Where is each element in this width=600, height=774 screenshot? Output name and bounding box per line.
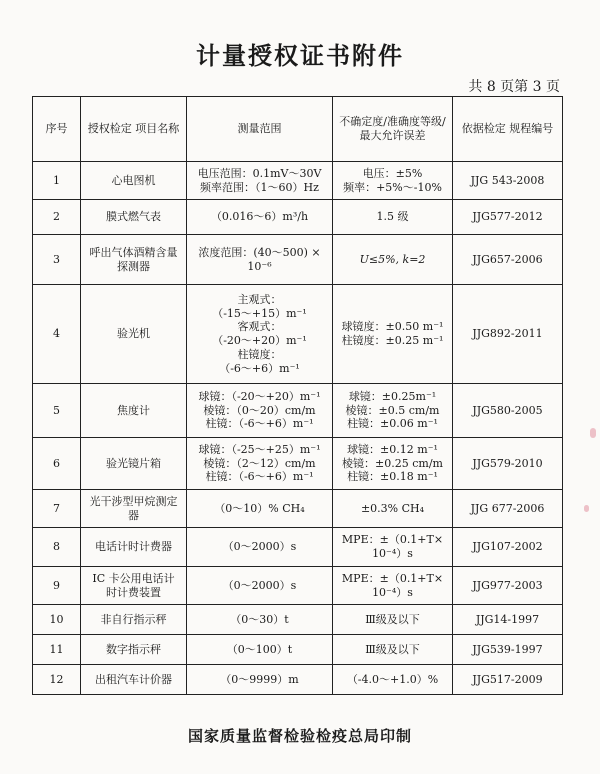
cell-accuracy: ±0.3% CH₄ xyxy=(333,490,453,528)
cell-accuracy: 球镜：±0.12 m⁻¹ 棱镜：±0.25 cm/m 柱镜：±0.18 m⁻¹ xyxy=(333,438,453,490)
cell-item-name: 验光镜片箱 xyxy=(81,438,187,490)
cell-serial: 7 xyxy=(33,490,81,528)
cell-serial: 12 xyxy=(33,665,81,695)
cell-range: （0.016～6）m³/h xyxy=(187,200,333,235)
cell-range: （0～30）t xyxy=(187,605,333,635)
cell-accuracy: 球镜：±0.25m⁻¹ 棱镜：±0.5 cm/m 柱镜：±0.06 m⁻¹ xyxy=(333,384,453,438)
table-row xyxy=(33,605,563,635)
cell-range: 浓度范围：(40～500) × 10⁻⁶ xyxy=(187,235,333,285)
cell-accuracy: MPE：±（0.1+T× 10⁻⁴）s xyxy=(333,567,453,605)
cell-range: （0～9999）m xyxy=(187,665,333,695)
table-row xyxy=(33,285,563,384)
table-header-row xyxy=(33,97,563,162)
cell-code: JJG892-2011 xyxy=(453,285,563,384)
header-range: 测量范围 xyxy=(187,97,333,162)
cell-code: JJG579-2010 xyxy=(453,438,563,490)
cell-range: （0～10）% CH₄ xyxy=(187,490,333,528)
authorization-table xyxy=(32,96,563,695)
table-row xyxy=(33,200,563,235)
page-number: 共 8 页第 3 页 xyxy=(468,79,560,95)
cell-item-name: 焦度计 xyxy=(81,384,187,438)
cell-serial: 11 xyxy=(33,635,81,665)
cell-item-name: IC 卡公用电话计 时计费装置 xyxy=(81,567,187,605)
cell-item-name: 非自行指示秤 xyxy=(81,605,187,635)
paper-stain-mark xyxy=(584,505,589,512)
cell-range: 主观式： （-15～+15）m⁻¹ 客观式： （-20～+20）m⁻¹ 柱镜度： （-6～+6）m⁻¹ xyxy=(187,285,333,384)
table-row xyxy=(33,162,563,200)
cell-accuracy: （-4.0～+1.0）% xyxy=(333,665,453,695)
cell-serial: 5 xyxy=(33,384,81,438)
table-row xyxy=(33,384,563,438)
document-title: 计量授权证书附件 xyxy=(196,41,404,70)
cell-accuracy: MPE：±（0.1+T× 10⁻⁴）s xyxy=(333,528,453,567)
table-row xyxy=(33,665,563,695)
cell-accuracy: 球镜度：±0.50 m⁻¹ 柱镜度：±0.25 m⁻¹ xyxy=(333,285,453,384)
table-row xyxy=(33,490,563,528)
cell-item-name: 膜式燃气表 xyxy=(81,200,187,235)
cell-code: JJG 677-2006 xyxy=(453,490,563,528)
cell-item-name: 呼出气体酒精含量 探测器 xyxy=(81,235,187,285)
cell-serial: 6 xyxy=(33,438,81,490)
cell-range: （0～2000）s xyxy=(187,528,333,567)
header-item-name: 授权检定 项目名称 xyxy=(81,97,187,162)
cell-serial: 1 xyxy=(33,162,81,200)
cell-serial: 8 xyxy=(33,528,81,567)
cell-range: （0～100）t xyxy=(187,635,333,665)
cell-code: JJG 543-2008 xyxy=(453,162,563,200)
cell-range: 球镜：（-25～+25）m⁻¹ 棱镜：（2～12）cm/m 柱镜：（-6～+6）m⁻¹ xyxy=(187,438,333,490)
cell-code: JJG517-2009 xyxy=(453,665,563,695)
cell-code: JJG657-2006 xyxy=(453,235,563,285)
cell-serial: 10 xyxy=(33,605,81,635)
cell-item-name: 心电图机 xyxy=(81,162,187,200)
cell-accuracy: Ⅲ级及以下 xyxy=(333,635,453,665)
cell-code: JJG577-2012 xyxy=(453,200,563,235)
cell-code: JJG107-2002 xyxy=(453,528,563,567)
table-row xyxy=(33,438,563,490)
table-row xyxy=(33,635,563,665)
table-row xyxy=(33,567,563,605)
cell-item-name: 验光机 xyxy=(81,285,187,384)
cell-code: JJG539-1997 xyxy=(453,635,563,665)
cell-range: （0～2000）s xyxy=(187,567,333,605)
cell-code: JJG580-2005 xyxy=(453,384,563,438)
table-row xyxy=(33,528,563,567)
cell-serial: 9 xyxy=(33,567,81,605)
cell-range: 球镜：（-20～+20）m⁻¹ 棱镜：（0～20）cm/m 柱镜：（-6～+6）m⁻¹ xyxy=(187,384,333,438)
cell-serial: 3 xyxy=(33,235,81,285)
cell-accuracy: U≤5%, k=2 xyxy=(333,235,453,285)
cell-serial: 4 xyxy=(33,285,81,384)
cell-item-name: 电话计时计费器 xyxy=(81,528,187,567)
cell-accuracy: 1.5 级 xyxy=(333,200,453,235)
header-accuracy: 不确定度/准确度等级/ 最大允许误差 xyxy=(333,97,453,162)
cell-accuracy: Ⅲ级及以下 xyxy=(333,605,453,635)
table-row xyxy=(33,235,563,285)
cell-range: 电压范围：0.1mV～30V 频率范围：（1～60）Hz xyxy=(187,162,333,200)
footer-printer-note: 国家质量监督检验检疫总局印制 xyxy=(187,727,412,745)
cell-item-name: 光干涉型甲烷测定 器 xyxy=(81,490,187,528)
header-serial: 序号 xyxy=(33,97,81,162)
header-code: 依据检定 规程编号 xyxy=(453,97,563,162)
cell-item-name: 数字指示秤 xyxy=(81,635,187,665)
cell-code: JJG977-2003 xyxy=(453,567,563,605)
cell-serial: 2 xyxy=(33,200,81,235)
paper-stain-mark xyxy=(590,428,596,438)
cell-item-name: 出租汽车计价器 xyxy=(81,665,187,695)
cell-accuracy: 电压：±5% 频率：+5%～-10% xyxy=(333,162,453,200)
cell-code: JJG14-1997 xyxy=(453,605,563,635)
